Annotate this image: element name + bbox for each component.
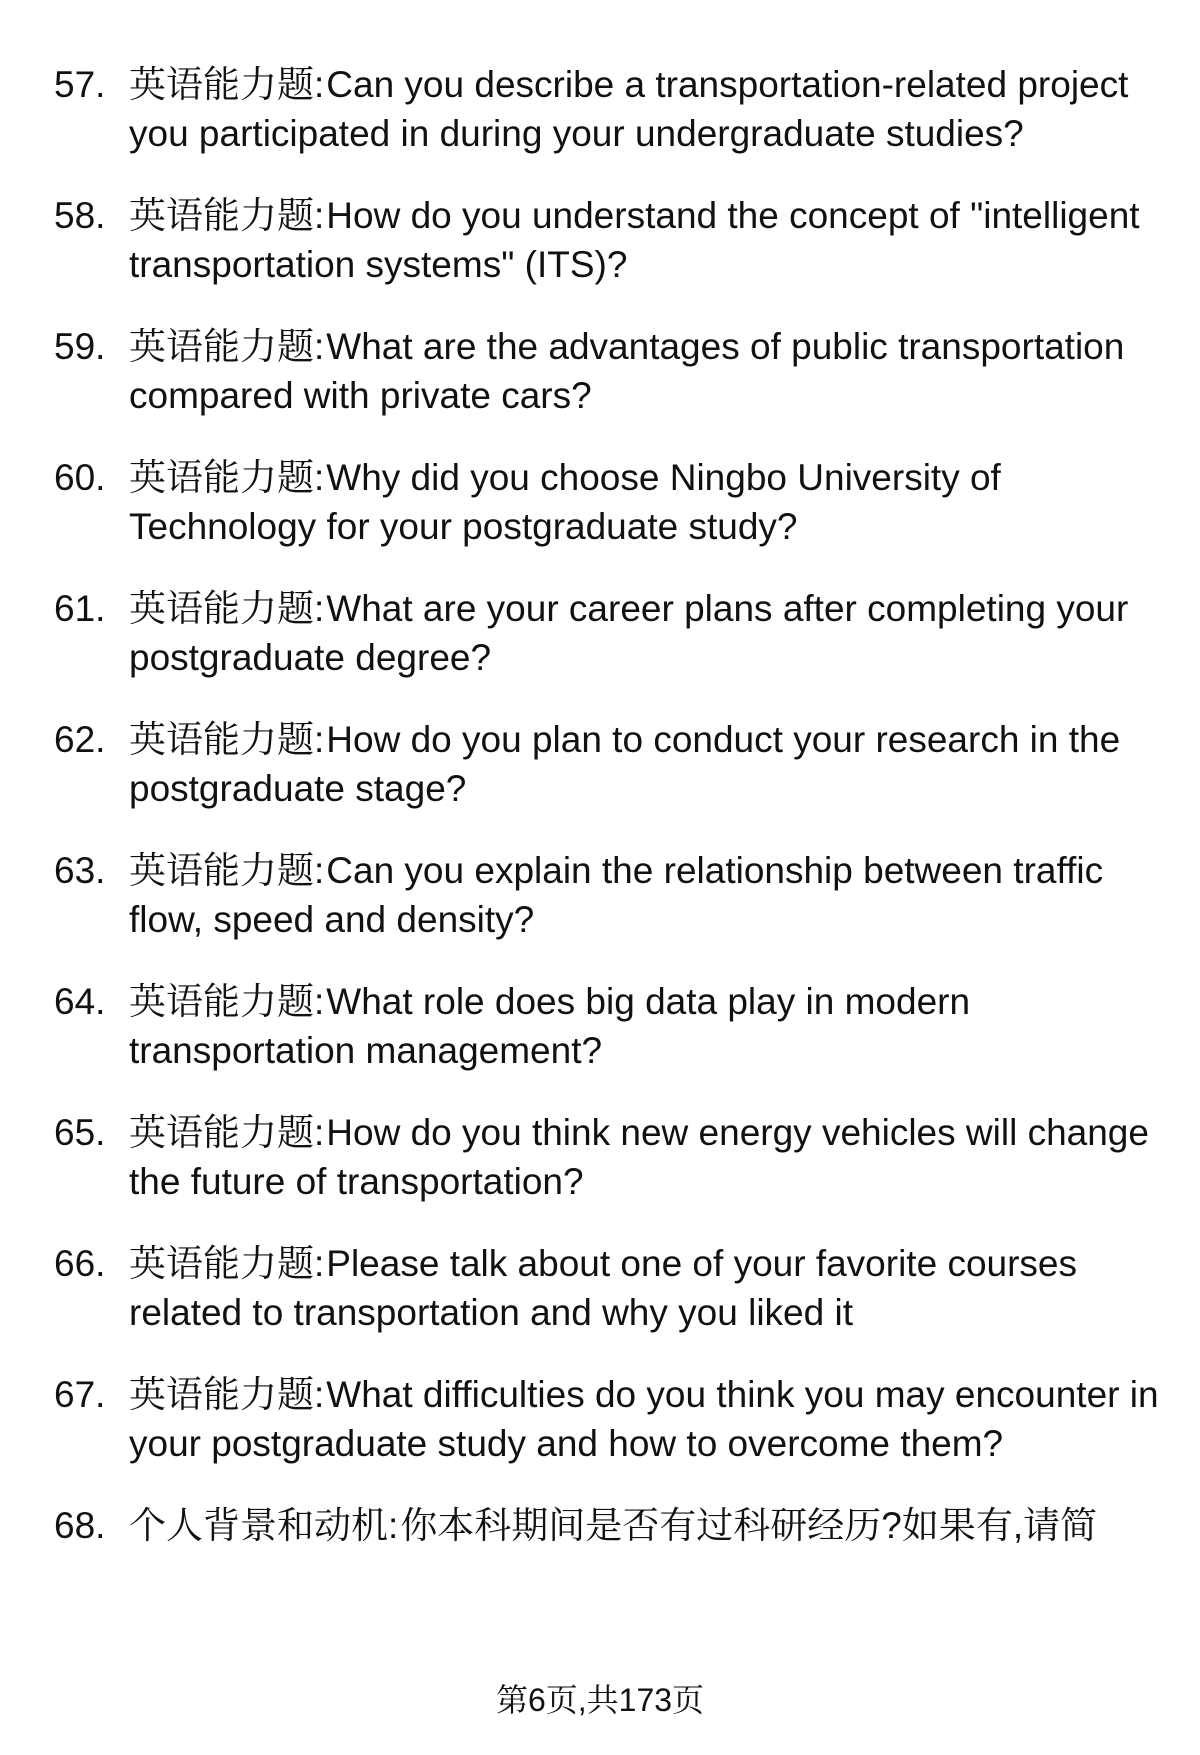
question-category: 英语能力题	[129, 719, 314, 760]
question-number: 60.	[54, 457, 106, 498]
question-text: Please talk about one of your favorite courses related to transportation and why you liked it	[129, 1243, 1077, 1333]
question-text: What are the advantages of public transportation compared with private cars?	[129, 326, 1125, 416]
question-category: 英语能力题	[129, 588, 314, 629]
question-number: 65.	[54, 1112, 106, 1153]
question-text: What difficulties do you think you may encounter in your postgraduate study and how to overcome them?	[129, 1374, 1159, 1464]
question-item	[54, 60, 1164, 158]
question-category: 英语能力题	[129, 1374, 314, 1415]
question-separator: :	[314, 1112, 325, 1153]
question-number: 58.	[54, 195, 106, 236]
question-number: 67.	[54, 1374, 106, 1415]
question-category: 英语能力题	[129, 850, 314, 891]
question-category: 英语能力题	[129, 981, 314, 1022]
question-category: 英语能力题	[129, 64, 314, 105]
question-number: 68.	[54, 1505, 106, 1546]
question-number: 59.	[54, 326, 106, 367]
question-item	[54, 1370, 1164, 1468]
question-number: 66.	[54, 1243, 106, 1284]
question-text: What are your career plans after completing your postgraduate degree?	[129, 588, 1129, 678]
question-text: How do you think new energy vehicles will change the future of transportation?	[129, 1112, 1149, 1202]
question-item	[54, 584, 1164, 682]
question-item	[54, 1108, 1164, 1206]
question-category: 英语能力题	[129, 195, 314, 236]
question-item	[54, 715, 1164, 813]
question-number: 63.	[54, 850, 106, 891]
question-separator: :	[314, 1243, 325, 1284]
question-category: 英语能力题	[129, 326, 314, 367]
question-separator: :	[388, 1505, 399, 1546]
question-item	[54, 846, 1164, 944]
question-text: How do you understand the concept of "intelligent transportation systems" (ITS)?	[129, 195, 1140, 285]
question-separator: :	[314, 326, 325, 367]
question-separator: :	[314, 195, 325, 236]
question-text: Can you explain the relationship between traffic flow, speed and density?	[129, 850, 1104, 940]
question-separator: :	[314, 457, 325, 498]
question-category: 英语能力题	[129, 1112, 314, 1153]
question-number: 61.	[54, 588, 106, 629]
question-list	[54, 60, 1164, 1550]
question-separator: :	[314, 64, 325, 105]
question-category: 个人背景和动机	[129, 1505, 388, 1546]
question-item	[54, 191, 1164, 289]
question-separator: :	[314, 850, 325, 891]
question-number: 57.	[54, 64, 106, 105]
question-separator: :	[314, 1374, 325, 1415]
question-item	[54, 977, 1164, 1075]
question-separator: :	[314, 981, 325, 1022]
question-item	[54, 453, 1164, 551]
question-item	[54, 1501, 1164, 1550]
question-category: 英语能力题	[129, 457, 314, 498]
question-number: 64.	[54, 981, 106, 1022]
question-separator: :	[314, 719, 325, 760]
question-separator: :	[314, 588, 325, 629]
page-number-footer: 第6页,共173页	[495, 1682, 705, 1718]
question-text: 你本科期间是否有过科研经历?如果有,请简	[400, 1505, 1098, 1546]
question-item	[54, 1239, 1164, 1337]
question-text: What role does big data play in modern transportation management?	[129, 981, 971, 1071]
question-text: Why did you choose Ningbo University of Technology for your postgraduate study?	[129, 457, 1001, 547]
question-number: 62.	[54, 719, 106, 760]
question-text: Can you describe a transportation-related project you participated in during your undergraduate studies?	[129, 64, 1129, 154]
question-text: How do you plan to conduct your research in the postgraduate stage?	[129, 719, 1121, 809]
question-category: 英语能力题	[129, 1243, 314, 1284]
question-item	[54, 322, 1164, 420]
